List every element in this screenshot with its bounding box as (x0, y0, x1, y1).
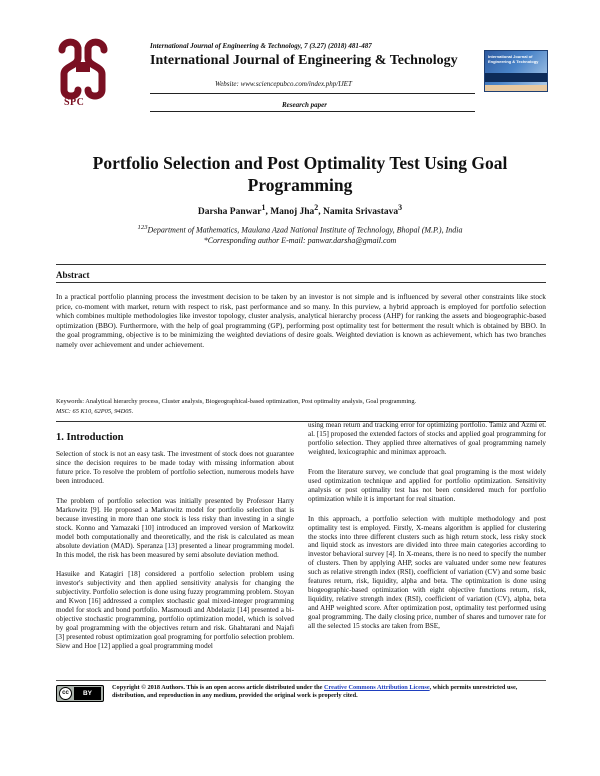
cover-band (485, 73, 547, 82)
paragraph: The problem of portfolio selection was initially presented by Professor Harry Markowitz [9]. He proposed a Markowitz model for portfolio selection that is because investing in more than one stock is less risky than investing in a single stock. Konno and Yamazaki [10] introduced an improved version of Markowitz model both computationally and theoretically, and the risk is calculated as mean absolute deviation (MAD). Speranza [13] presented a linear programming model. In this model, the risk has been measured by semi absolute deviation method. (56, 496, 294, 559)
paragraph: In this approach, a portfolio selection with multiple methodology and post optimality test is employed. Firstly, X-means algorithm is applied for clustering the stocks into three different clusters such as high return stock, less risky stock and liquid stock as investors are divided into three main categories according to investor behavioral survey [4]. In X-means, there is no need to specify the number of clusters. Then by applying AHP, socks are valuated under some new features such as relative strength index (RSI), coefficient of variation (CV) and some basic features return, risk, liquidity, alpha and beta. The optimization is done using biogeographic-based optimization with eight objective functions return, risk, liquidity, relative strength index (RSI), coefficient of variation (CV), alpha, beta and AHP weighted score. After optimization post, optimality test performed using goal programming. The daily closing price, number of shares and turnover rate for all the selected 15 stocks are taken from BSE, (308, 514, 546, 631)
cc-icon: cc (59, 687, 72, 700)
abstract-heading: Abstract (56, 270, 90, 280)
paragraph: From the literature survey, we conclude that goal programing is the most widely used optimization technique and applied for portfolio optimization. Sensitivity analysis or post optimality test has not been considered much for portfolio optimization while it is important for real situation. (308, 467, 546, 503)
cc-by-badge[interactable] (56, 685, 104, 702)
author-name: Darsha Panwar (197, 207, 262, 218)
left-column (56, 450, 294, 662)
abstract-top-rule (56, 264, 546, 265)
keywords: Keywords: Analytical hierarchy process, Cluster analysis, Biogeographical-based optimization, Post optimality analysis, Goal programming. (56, 398, 417, 405)
paragraph: using mean return and tracking error for optimizing portfolio. Tamiz and Azmi et. al. [15] proposed the extended factors of stocks and applied goal programming for portfolio selection. They applied three alternatives of goal programming namely weighted, lexicographic and minimax approach. (308, 421, 546, 456)
right-column (308, 421, 546, 642)
publisher-logo-icon (56, 36, 110, 102)
affiliation-text: Department of Mathematics, Maulana Azad National Institute of Technology, Bhopal (M.P.), India (147, 225, 463, 235)
license-link[interactable]: Creative Commons Attribution License (323, 684, 430, 691)
footer-rule (56, 680, 546, 681)
author-superscript: 2 (314, 203, 319, 212)
author-list: Darsha Panwar$^1$, Manoj Jha$^2$, Namita Srivastava$^3$ (197, 203, 403, 218)
cc-by-label: BY (74, 687, 101, 700)
author-name: Namita Srivastava (322, 207, 399, 218)
author-superscript: 3 (398, 203, 403, 212)
paragraph: Selection of stock is not an easy task. The investment of stock does not guarantee since the decision requires to be made today with missing information about future price. To resolve the problem of portfolio selection, numerous models have been introduced. (56, 450, 294, 485)
abstract-text: In a practical portfolio planning process the investment decision to be taken by an investor is not simple and is influenced by several other constraints like stock price, co-moment with market, return with respect to risk, past performance and so many. In this purview, a hybrid approach is employed for portfolio selection which combines multiple methodologies like investor topology, cluster analysis, analytical hierarchy process (AHP) for ranking the assets and biogeographic-based optimization (BBO). Furthermore, with the help of goal programming (GP), performing post optimality test for betterment the result which is obtained by BBO. In the goal programming, objective is to be minimizing the weighted deviations of desire goals. Weighted deviation is known as achievement, which has two branches namely over achievement and under achievement. (56, 292, 546, 349)
journal-name: International Journal of Engineering & Technology (150, 53, 458, 68)
corresponding-email: *Corresponding author E-mail: panwar.darsha@gmail.com (203, 236, 397, 245)
affiliation-superscript: 123 (137, 224, 148, 231)
msc-codes: MSC: 65 K10, 62P05, 94D05. (56, 408, 134, 415)
journal-citation: International Journal of Engineering & Technology, 7 (3.27) (2018) 481-487 (150, 42, 372, 50)
publisher-logo-text: SPC (64, 97, 85, 108)
journal-cover-image (484, 50, 548, 92)
header-divider (150, 93, 475, 94)
cover-band (485, 85, 547, 91)
paragraph: Hasuike and Katagiri [18] considered a portfolio selection problem using investor's subjectivity and then applied sensitivity analysis for changing the subjectivity. Portfolio selection is done using fuzzy programming problem. Stoyan and Kwon [16] addressed a complex stochastic goal mixed-integer programming model for stock and bond portfolio. Masmoudi and Abdelaziz [14] presented a bi-objective stochastic programming, portfolio optimization model, which is solved by goal programming with the objectives return and risk. Ghahtarani and Najafi [3] presented robust optimization goal programing for portfolio selection problem. Siew and Hoe [12] applied a goal programming model (56, 570, 294, 651)
abstract-heading-rule (56, 282, 546, 283)
copyright-suffix: , which permits unrestricted use, distribution, and reproduction in any medium, provided the original work is properly cited. (112, 684, 518, 699)
author-name: Manoj Jha (270, 207, 315, 218)
paper-title: Portfolio Selection and Post Optimality Test Using Goal Programming (92, 153, 508, 195)
copyright-notice (112, 684, 546, 700)
article-type: Research paper (282, 101, 327, 109)
journal-website-link[interactable]: Website: www.sciencepubco.com/index.php/IJET (215, 80, 352, 88)
cover-title: International Journal of Engineering & Technology (488, 54, 539, 64)
author-superscript: 1 (261, 203, 266, 212)
section-heading-introduction: 1. Introduction (56, 432, 124, 443)
header-divider (150, 111, 475, 112)
copyright-prefix: Copyright © 2018 Authors. This is an open access article distributed under the (112, 684, 324, 691)
affiliation (0, 224, 600, 235)
